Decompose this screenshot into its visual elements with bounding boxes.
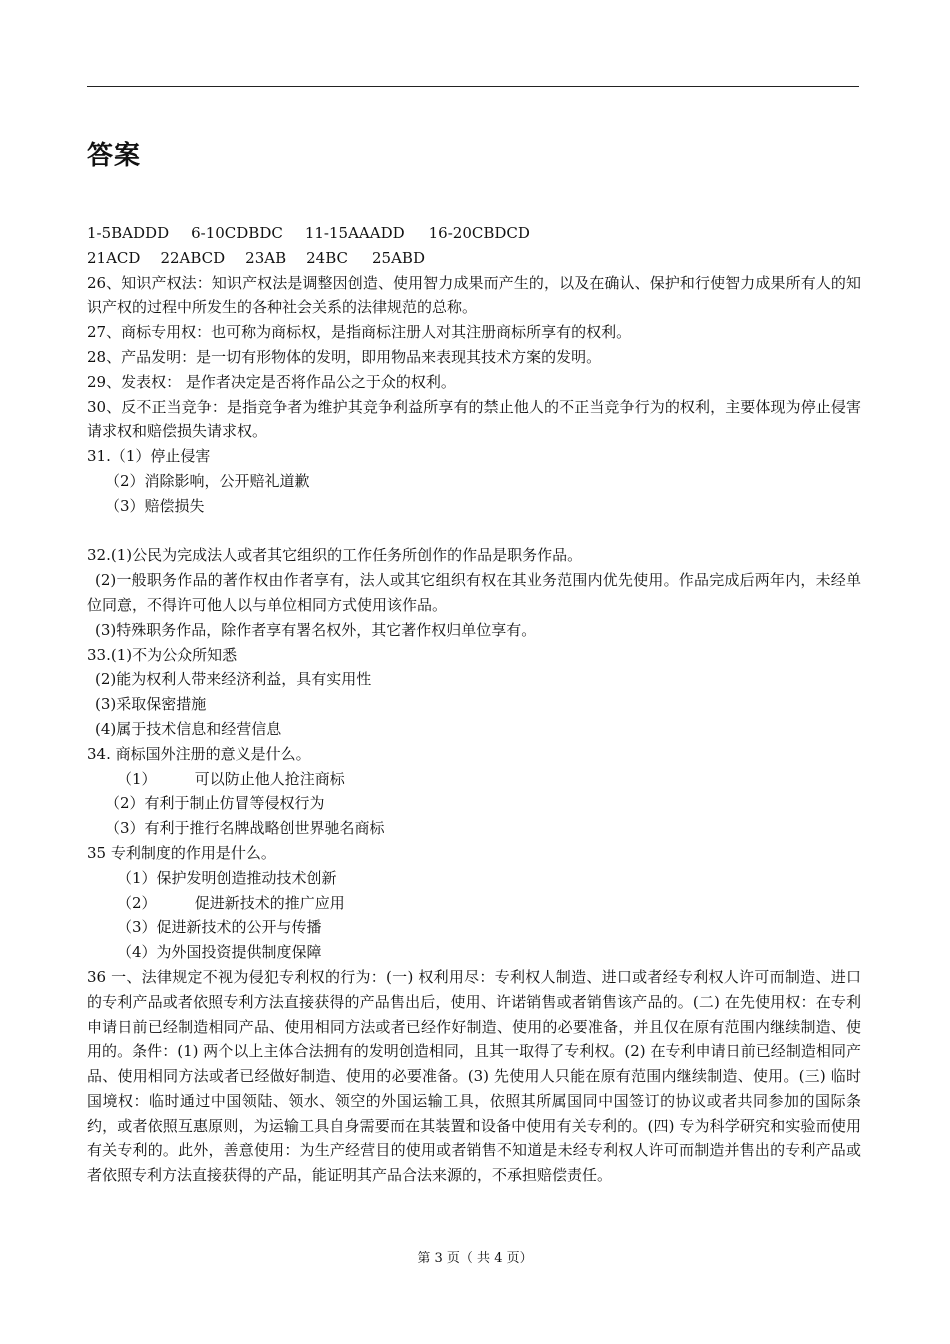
answer-29: 29、发表权： 是作者决定是否将作品公之于众的权利。 <box>87 372 456 391</box>
answer-31-line: 31.（1）停止侵害 <box>87 447 211 466</box>
answer-33-line: (4)属于技术信息和经营信息 <box>95 719 282 738</box>
choice-answer-group: 22ABCD <box>160 248 226 267</box>
answer-33-line: 33.(1)不为公众所知悉 <box>87 645 238 664</box>
choice-answers-row-1 <box>87 221 861 246</box>
choice-answer-group: 11-15AAADD <box>304 224 405 242</box>
answer-31-line: （2）消除影响，公开赔礼道歉 <box>105 471 310 490</box>
choice-answer-group: 16-20CBDCD <box>428 224 530 242</box>
answer-30: 30、反不正当竞争：是指竞争者为维护其竞争利益所享有的禁止他人的不正当竞争行为的权利，主要体现为停止侵害请求权和赔偿损失请求权。 <box>87 397 861 441</box>
answer-33-line: (2)能为权利人带来经济利益，具有实用性 <box>95 670 372 689</box>
blank-line <box>87 519 861 544</box>
answer-27: 27、商标专用权：也可称为商标权，是指商标注册人对其注册商标所享有的权利。 <box>87 323 632 342</box>
answer-35-line: （2） 促进新技术的推广应用 <box>117 893 345 912</box>
answer-35-line: （3）促进新技术的公开与传播 <box>117 918 322 937</box>
choice-answer-group: 24BC <box>306 248 348 267</box>
page-footer: 第 3 页（ 共 4 页） <box>417 1251 533 1266</box>
answer-32-line: 32.(1)公民为完成法人或者其它组织的工作任务所创作的作品是职务作品。 <box>87 546 583 565</box>
answer-32-line <box>87 568 861 618</box>
choice-answer-group: 6-10CDBDC <box>191 224 283 242</box>
answer-32-text: (2)一般职务作品的著作权由作者享有，法人或其它组织有权在其业务范围内优先使用。作品完成后两年内，未经单位同意，不得许可他人以与单位相同方式使用该作品。 <box>87 571 861 614</box>
choice-answer-group: 23AB <box>245 248 287 267</box>
choice-answer-group: 1-5BADDD <box>87 224 170 242</box>
answer-34-line: （3）有利于推行名牌战略创世界驰名商标 <box>105 819 385 838</box>
answer-35-line: （4）为外国投资提供制度保障 <box>117 943 322 962</box>
answer-26: 26、知识产权法：知识产权法是调整因创造、使用智力成果而产生的，以及在确认、保护和行使智力成果所有人的知识产权的过程中所发生的各种社会关系的法律规范的总称。 <box>87 273 861 317</box>
answer-36: 36 一、法律规定不视为侵犯专利权的行为：(一) 权利用尽：专利权人制造、进口或者经专利权人许可而制造、进口的专利产品或者依照专利方法直接获得的产品售出后，使用、许诺销售或者销售该产品的。(二) 在先使用权：在专利申请日前已经制造相同产品、使用相同方法或者已经作好制造、使用的必要准备，并且仅在原有范围内继续制造、使用的。条件：(1) 两个以上主体合法拥有的发明创造相同，且其一取得了专利权。(2) 在专利申请日前已经制造相同产品、使用相同方法或者已经做好制造、使用的必要准备。(3) 先使用人只能在原有范围内继续制造、使用。(三) 临时国境权：临时通过中国领陆、领水、领空的外国运输工具，依照其所属国同中国签订的协议或者共同参加的国际条约，或者依照互惠原则，为运输工具自身需要而在其装置和设备中使用有关专利的。(四) 专为科学研究和实验而使用有关专利的。此外，善意使用：为生产经营目的使用或者销售不知道是未经专利权人许可而制造并售出的专利产品或者依照专利方法直接获得的产品，能证明其产品合法来源的，不承担赔偿责任。 <box>87 967 861 1185</box>
choice-answer-group: 21ACD <box>87 248 141 267</box>
answer-content <box>87 221 861 1188</box>
page-title: 答案 <box>87 141 142 171</box>
answer-33-line: (3)采取保密措施 <box>95 695 207 714</box>
answer-32-line: (3)特殊职务作品，除作者享有署名权外，其它著作权归单位享有。 <box>95 620 537 639</box>
choice-answers-row-2 <box>87 246 861 271</box>
answer-35-line: 35 专利制度的作用是什么。 <box>87 843 276 862</box>
answer-35-line: （1）保护发明创造推动技术创新 <box>117 868 337 887</box>
header-rule <box>87 86 859 87</box>
answer-34-line: 34. 商标国外注册的意义是什么。 <box>87 744 311 763</box>
answer-34-line: （2）有利于制止仿冒等侵权行为 <box>105 794 325 813</box>
answer-31-line: （3）赔偿损失 <box>105 496 205 515</box>
answer-28: 28、产品发明：是一切有形物体的发明，即用物品来表现其技术方案的发明。 <box>87 347 602 366</box>
answer-34-line: （1） 可以防止他人抢注商标 <box>117 769 345 788</box>
choice-answer-group: 25ABD <box>372 248 425 267</box>
